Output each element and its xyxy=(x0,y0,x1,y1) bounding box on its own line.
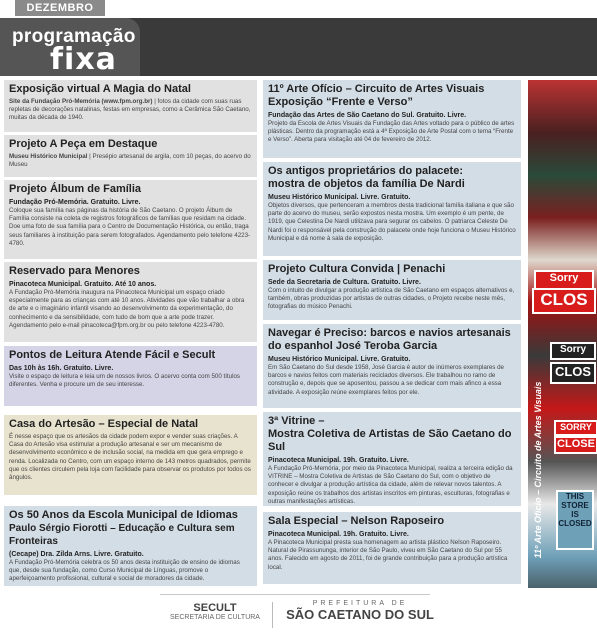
page-title-line2: fixa xyxy=(50,42,117,77)
event-meta: (Cecape) Dra. Zilda Arns. Livre. Gratuito. xyxy=(9,551,144,558)
event-palacete xyxy=(263,162,521,256)
prefeitura-logo: PREFEITURA DE SÃO CAETANO DO SUL xyxy=(286,600,434,622)
event-text: A Pinacoteca Municipal presta sua homenagem ao artista plástico Nelson Raposeiro. Natural de Pirassununga, interior de São Paulo, viveu em São Caetano do Sul por 55 anos. Falecido em agosto de 2011, foi de grande contribuição para a produção artística local. xyxy=(268,539,508,571)
closed-sign: CLOS xyxy=(532,288,596,314)
event-magia-natal xyxy=(4,80,257,132)
event-meta: Fundação das Artes de São Caetano do Sul. Gratuito. Livre. xyxy=(268,112,467,119)
event-title: Reservado para Menores xyxy=(9,265,140,277)
event-text: Coloque sua família nas páginas da história de São Caetano. O projeto Álbum de Família consiste na coleta de registros fotográficos de famílias que residam na cidade. Doe uma foto de sua família para o Centro de Documentação Histórica, ou então, traga seus familiares à instituição para serem fotografados. Agendamento pelo telefone 4223-4780. xyxy=(9,207,251,247)
month-label: DEZEMBRO xyxy=(15,0,105,16)
event-title: 3ª Vitrine – xyxy=(268,415,325,427)
event-meta: Pinacoteca Municipal. 19h. Gratuito. Livre. xyxy=(268,457,409,464)
event-title: 11º Arte Ofício – Circuito de Artes Visuais xyxy=(268,83,485,95)
footer-separator xyxy=(272,602,273,628)
event-text: A Fundação Pró-Memória, por meio da Pinacoteca Municipal, realiza a terceira edição da VITRINE – Mostra Coletiva de Artistas de São Caetano do Sul, com o objetivo de conhecer e divulgar a produção artística da cidade, além de relevar novos talentos. A exposição reúne os trabalhos dos artistas inscritos em pinturas, esculturas, fotografias e outras manifestações artísticas. xyxy=(268,465,513,505)
header xyxy=(0,0,597,78)
event-title: Os antigos proprietários do palacete: xyxy=(268,165,463,177)
event-text: A Fundação Pró-Memória celebra os 50 anos desta instituição de ensino de idiomas que, desde sua fundação, como Curso Municipal de Línguas, promove o aperfeiçoamento profissional, cultural e social de moradores da cidade. xyxy=(9,559,240,583)
event-reservado-menores xyxy=(4,262,257,342)
sorry-sign: SORRY xyxy=(554,420,597,436)
event-meta: Pinacoteca Municipal. 19h. Gratuito. Livre. xyxy=(268,531,409,538)
event-text: Objetos diversos, que pertenceram a membros desta tradicional família italiana e que são parte do acervo do museu, serão expostos nesta mostra. Um exemplo é um pente, de 1919, que Celestina De Nardi utilizava para segurar os cabelos. O patriarca Celeste De Nardi foi o responsável pela construção do palacete onde hoje funciona o Museu Histórico Municipal e dá nome à sala de exposição. xyxy=(268,202,516,242)
event-title: Projeto Cultura Convida | Penachi xyxy=(268,263,446,275)
event-vitrine xyxy=(263,412,521,506)
event-title: Projeto A Peça em Destaque xyxy=(9,138,158,150)
event-title: Pontos de Leitura Atende Fácil e Secult xyxy=(9,349,216,361)
event-subtitle: do espanhol José Teroba Garcia xyxy=(268,340,438,352)
event-subtitle: Paulo Sérgio Fiorotti – Educação e Cultura sem Fronteiras xyxy=(9,523,235,547)
event-subtitle: mostra de objetos da família De Nardi xyxy=(268,178,465,190)
sorry-sign: Sorry xyxy=(534,270,594,290)
event-title: Projeto Álbum de Família xyxy=(9,183,142,195)
footer xyxy=(0,588,597,640)
event-meta: Fundação Pró-Memória. Gratuito. Livre. xyxy=(9,199,141,206)
event-sala-especial xyxy=(263,512,521,584)
event-cultura-convida xyxy=(263,260,521,320)
footer-divider xyxy=(160,594,430,595)
closed-sign: CLOSE xyxy=(554,436,597,454)
event-casa-artesao xyxy=(4,415,257,495)
event-navegar xyxy=(263,324,521,408)
page-title-line1: programação xyxy=(12,26,136,47)
event-arte-oficio xyxy=(263,80,521,158)
event-meta: Site da Fundação Pró-Memória (www.fpm.org.br) xyxy=(9,98,153,105)
event-meta: Museu Histórico Municipal xyxy=(9,153,88,160)
event-title: Sala Especial – Nelson Raposeiro xyxy=(268,515,445,527)
event-meta: Museu Histórico Municipal. Livre. Gratuito. xyxy=(268,194,411,201)
photo-caption: 11º Arte Ofício – Circuito de Artes Visuais xyxy=(533,381,543,559)
event-meta: Pinacoteca Municipal. Gratuito. Até 10 anos. xyxy=(9,281,157,288)
store-closed-note: THIS STORE IS CLOSED xyxy=(556,490,594,550)
secult-logo: SECULT SECRETARIA DE CULTURA xyxy=(170,602,260,621)
event-meta: Sede da Secretaria de Cultura. Gratuito. Livre. xyxy=(268,279,421,286)
event-title: Navegar é Preciso: barcos e navios artesanais xyxy=(268,327,511,339)
event-meta: Das 10h às 16h. Gratuito. Livre. xyxy=(9,365,114,372)
closed-sign: CLOS xyxy=(550,362,596,384)
event-text: A Fundação Pró-Memória inaugura na Pinacoteca Municipal um espaço criado especialmente para as crianças com até 10 anos. Atividades que vão trabalhar a obra de arte e o imaginário infantil visando ao desenvolvimento da experimentação, do conhecimento e da sensibilidade, com tudo de bom que a arte pode trazer. Agendamento pelo e-mail pinacoteca@fpm.org.br ou pelo telefone 4223-4780. xyxy=(9,289,245,329)
event-text: Em São Caetano do Sul desde 1958, José Garcia é autor de inúmeros exemplares de barcos e navios feitos com materiais reciclados diversos. Ele trabalhou no ramo de construção e, depois que se aposentou, passou a se dedicar com mais afinco a essa atividade. A exposição reúne exemplares feitos por ele. xyxy=(268,364,504,396)
event-title: Os 50 Anos da Escola Municipal de Idiomas xyxy=(9,509,238,521)
event-text: Projeto da Escola de Artes Visuais da Fundação das Artes voltado para o público de artes plásticas. Dentro da programação está a 4ª Exposição de Arte Postal com o tema “Frente e Verso”. Aberta para visitação até 04 de fevereiro de 2012. xyxy=(268,120,515,144)
event-text: Com o intuito de divulgar a produção artística de São Caetano em espaços alternativos e, também, obras produzidas por artistas de outras cidades, o Projeto recebe neste mês, fotografias do músico Penachi. xyxy=(268,287,515,311)
event-title: Exposição virtual A Magia do Natal xyxy=(9,83,191,95)
event-subtitle: Mostra Coletiva de Artistas de São Caetano do Sul xyxy=(268,428,512,453)
event-title: Casa do Artesão – Especial de Natal xyxy=(9,418,199,430)
event-text: | Presépio artesanal de argila, com 10 peças, do acervo do Museu xyxy=(9,153,251,169)
event-peca-destaque xyxy=(4,135,257,177)
event-album-familia xyxy=(4,180,257,259)
event-text: Visite o espaço de leitura e leia um de nossos livros. O acervo conta com 500 títulos diferentes. Venha e procure um de seu interesse. xyxy=(9,373,241,389)
event-text: É nesse espaço que os artesãos da cidade podem expor e vender suas criações. A Casa do Artesão visa estimular a produção artesanal e ser um mecanismo de desenvolvimento econômico e de inclusão social, na medida em que gera emprego e renda. Localizada no Centro, com um espaço interno de 143 metros quadrados, permite que os clientes circulem pela loja com facilidade para observar os produtos por todos os ângulos. xyxy=(9,433,251,482)
event-escola-idiomas xyxy=(4,506,257,586)
event-subtitle: Exposição “Frente e Verso” xyxy=(268,96,413,108)
sorry-sign: Sorry xyxy=(550,342,596,360)
event-pontos-leitura xyxy=(4,346,257,406)
event-meta: Museu Histórico Municipal. Livre. Gratuito. xyxy=(268,356,411,363)
event-text: | fotos da cidade com suas ruas repletas de decorações natalinas, festas em empresas, como a Cerâmica São Caetano, muitas da década de 1940. xyxy=(9,98,251,122)
